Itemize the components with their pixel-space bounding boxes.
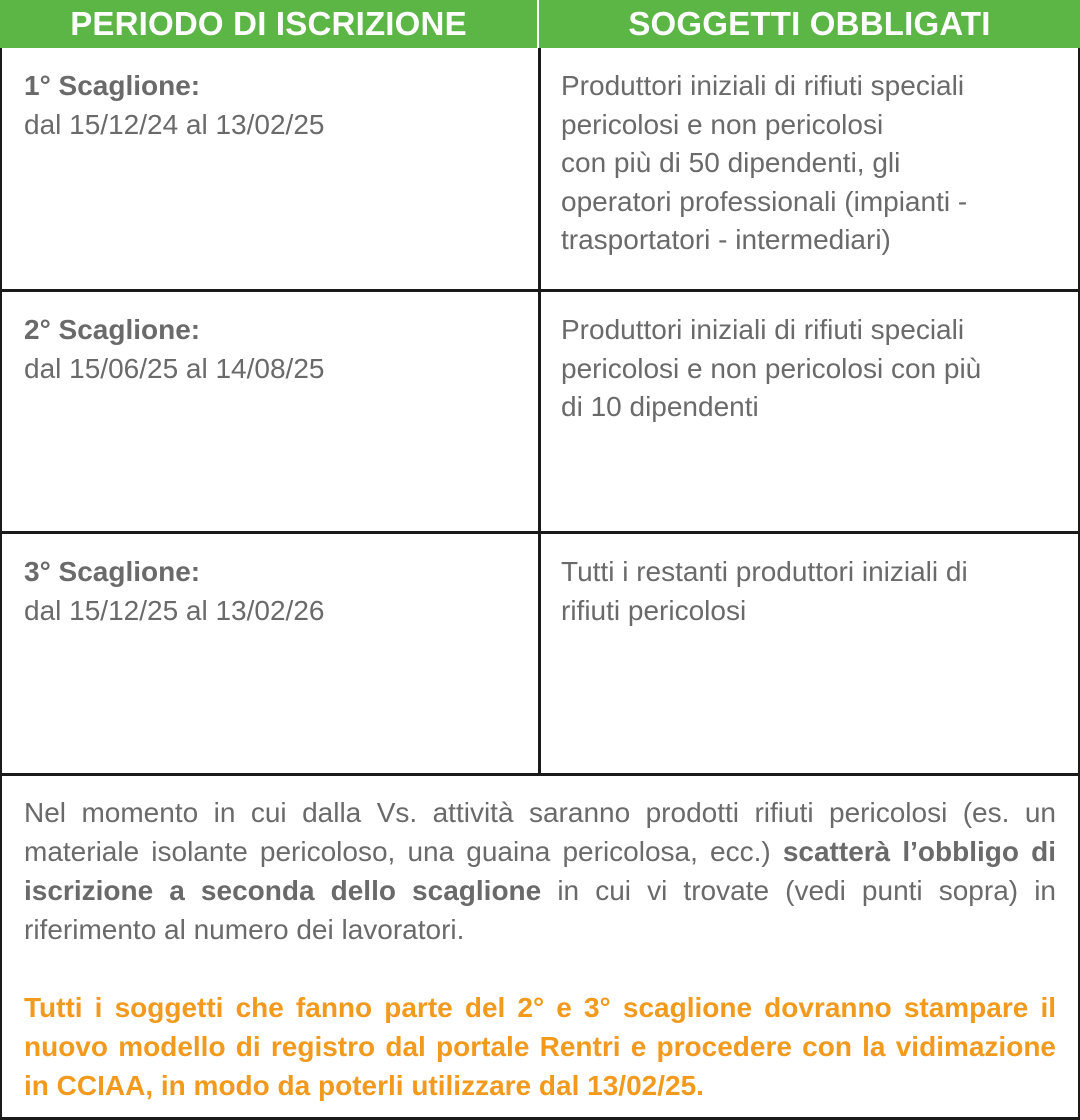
notes-text-bold: scatterà l’obbligo di iscrizione a seconda dello scaglione [24, 836, 1056, 906]
period-cell [0, 292, 539, 531]
subjects-line: operatori professionali (impianti - [561, 185, 968, 217]
notes-text-end: in cui vi trovate (vedi punti sopra) in riferimento al numero dei lavoratori. [24, 875, 1056, 945]
header-period: PERIODO DI ISCRIZIONE [0, 0, 539, 48]
table-row [0, 48, 1080, 289]
subjects-line: di 10 dipendenti [561, 391, 759, 422]
table-header [0, 0, 1080, 48]
subjects-line: trasportatori - intermediari) [561, 224, 891, 255]
row-divider-3 [0, 773, 1080, 776]
table-row [0, 534, 1080, 773]
notes-text-start: Nel momento in cui dalla Vs. attività saranno prodotti rifiuti pericolosi (es. un materiale isolante pericoloso, una guaina pericolosa, ecc.) [24, 797, 1056, 867]
table-row [0, 292, 1080, 531]
period-cell [0, 534, 539, 773]
subjects-line: Produttori iniziali di rifiuti speciali [561, 70, 965, 101]
scaglione-dates: dal 15/12/25 al 13/02/26 [24, 594, 325, 626]
subjects-cell [539, 292, 1080, 531]
notes-paragraph [24, 793, 1056, 949]
period-cell [0, 48, 539, 289]
scaglione-title: 1° Scaglione: [24, 70, 201, 101]
subjects-cell [539, 534, 1080, 773]
subjects-line: pericolosi e non pericolosi con più [561, 352, 982, 384]
scaglione-title: 3° Scaglione: [24, 556, 201, 587]
subjects-line: Tutti i restanti produttori iniziali di [561, 556, 968, 587]
notes-highlight: Tutti i soggetti che fanno parte del 2° e 3° scaglione dovranno stampare il nuovo modello di registro dal portale Rentri e procedere con la vidimazione in CCIAA, in modo da poterli utilizzare dal 13/02/25. [24, 992, 1056, 1101]
subjects-line: con più di 50 dipendenti, gli [561, 147, 901, 178]
notes-section [0, 778, 1080, 1105]
scaglione-dates: dal 15/12/24 al 13/02/25 [24, 108, 325, 140]
subjects-line: rifiuti pericolosi [561, 594, 747, 626]
header-subjects: SOGGETTI OBBLIGATI [539, 0, 1080, 48]
subjects-cell [539, 48, 1080, 289]
scaglione-title: 2° Scaglione: [24, 314, 201, 345]
subjects-line: pericolosi e non pericolosi [561, 108, 884, 140]
scaglione-dates: dal 15/06/25 al 14/08/25 [24, 352, 325, 384]
subjects-line: Produttori iniziali di rifiuti speciali [561, 314, 965, 345]
